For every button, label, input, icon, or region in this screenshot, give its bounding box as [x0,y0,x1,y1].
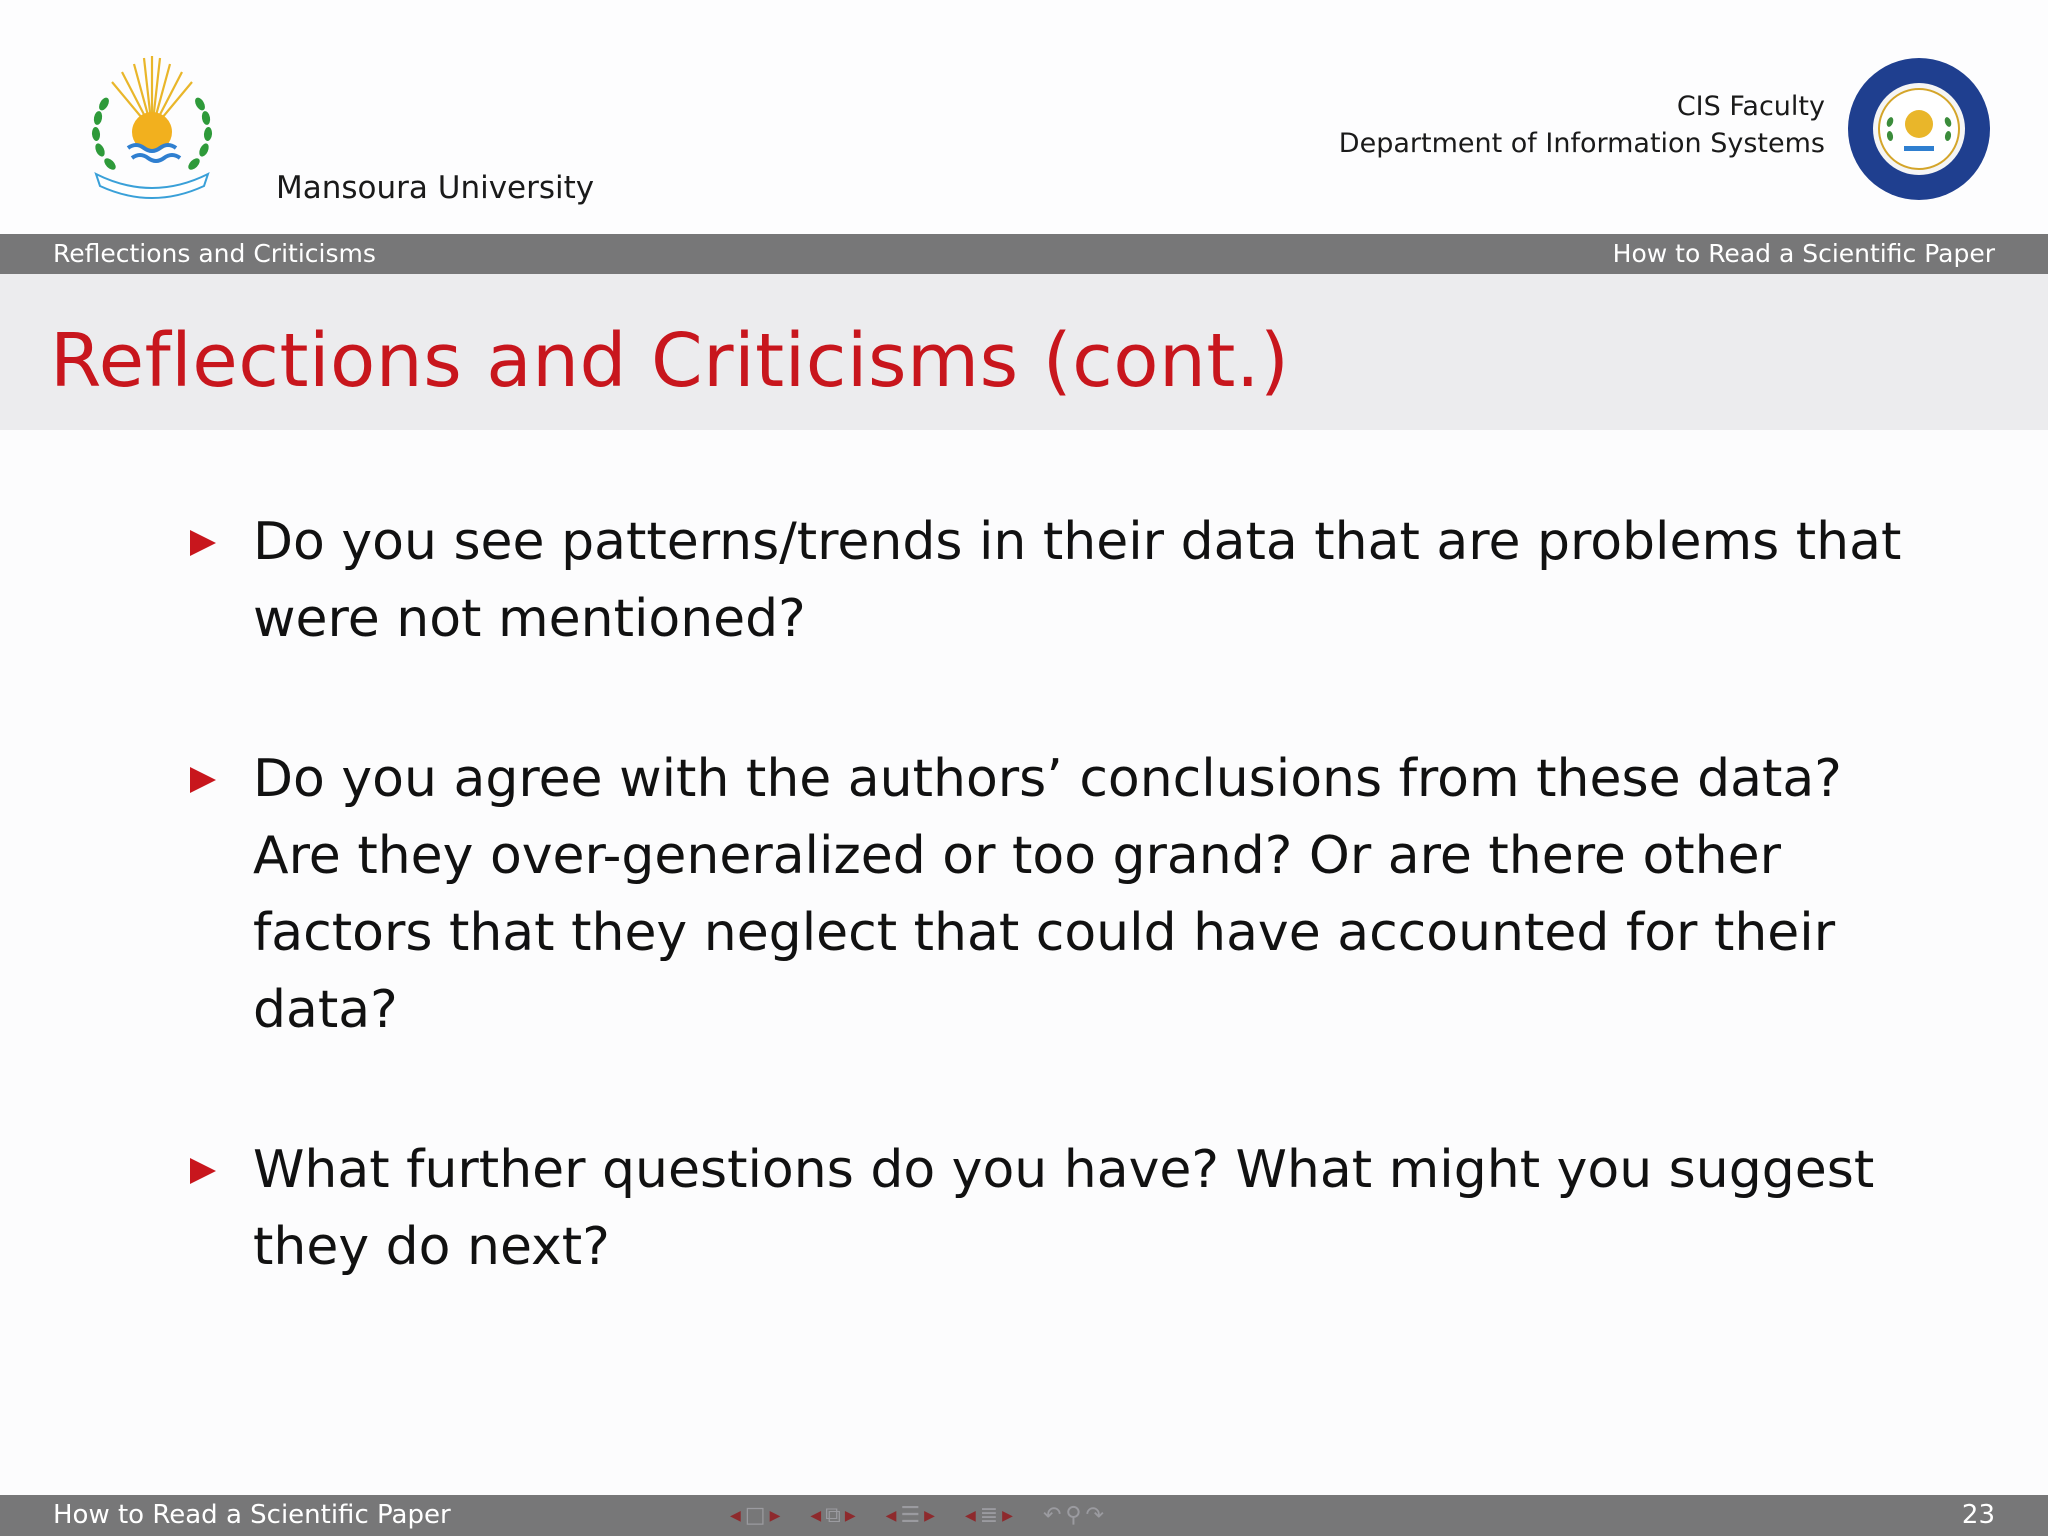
slide-title: Reflections and Criticisms (cont.) [50,318,1290,404]
top-navigation-bar [0,234,2048,274]
frame-stack-icon[interactable]: ⧉ [825,1503,841,1528]
faculty-name: CIS Faculty [1676,91,1825,122]
next-subsection-icon[interactable]: ▶ [924,1507,935,1524]
bullet-triangle-icon [190,767,216,793]
bullet-triangle-icon [190,530,216,556]
prev-section-icon[interactable]: ◀ [964,1507,976,1524]
university-name: Mansoura University [276,170,595,206]
slide-header [0,0,2048,234]
department-name: Department of Information Systems [1338,128,1825,159]
prev-frame-icon[interactable]: ◀ [810,1507,822,1524]
bullet-item [253,741,1953,1049]
beamer-navigation [730,1495,1104,1536]
bullet-line: were not mentioned? [253,589,806,649]
deck-title[interactable]: How to Read a Scientific Paper [1612,239,1995,268]
bullet-line: Do you see patterns/trends in their data that are problems that [253,512,1902,572]
cis-faculty-logo [1846,56,1992,202]
prev-subsection-icon[interactable]: ◀ [885,1507,897,1524]
page-number: 23 [1961,1500,1995,1530]
footer-deck-title[interactable]: How to Read a Scientific Paper [53,1500,451,1530]
frame-title-bar [0,274,2048,430]
bullet-line: Do you agree with the authors’ conclusions from these data? [253,749,1842,809]
bullet-triangle-icon [190,1158,216,1184]
search-icon[interactable]: ⚲ [1065,1503,1082,1528]
bullet-line: factors that they neglect that could have accounted for their [253,903,1836,963]
next-frame-icon[interactable]: ▶ [844,1507,856,1524]
next-section-icon[interactable]: ▶ [1002,1507,1013,1524]
bullet-line: they do next? [253,1217,610,1277]
bullet-line: What further questions do you have? What might you suggest [253,1140,1875,1200]
slide-content [0,430,2048,1495]
subsection-icon[interactable]: ☰ [900,1503,921,1528]
footer-bar [0,1495,2048,1536]
section-title[interactable]: Reflections and Criticisms [53,239,376,268]
bullet-item [253,1132,1953,1286]
next-slide-icon[interactable]: ▶ [769,1507,781,1524]
bullet-line: data? [253,980,398,1040]
slide-frame-icon[interactable]: □ [744,1503,766,1528]
section-icon[interactable]: ≣ [979,1503,999,1528]
back-icon[interactable]: ↶ [1042,1503,1062,1528]
faculty-block [1339,88,1825,162]
forward-icon[interactable]: ↷ [1085,1503,1104,1528]
prev-slide-icon[interactable]: ◀ [730,1507,741,1524]
mansoura-university-logo [82,52,222,204]
bullet-item [253,504,1953,658]
bullet-line: Are they over-generalized or too grand? Or are there other [253,826,1781,886]
